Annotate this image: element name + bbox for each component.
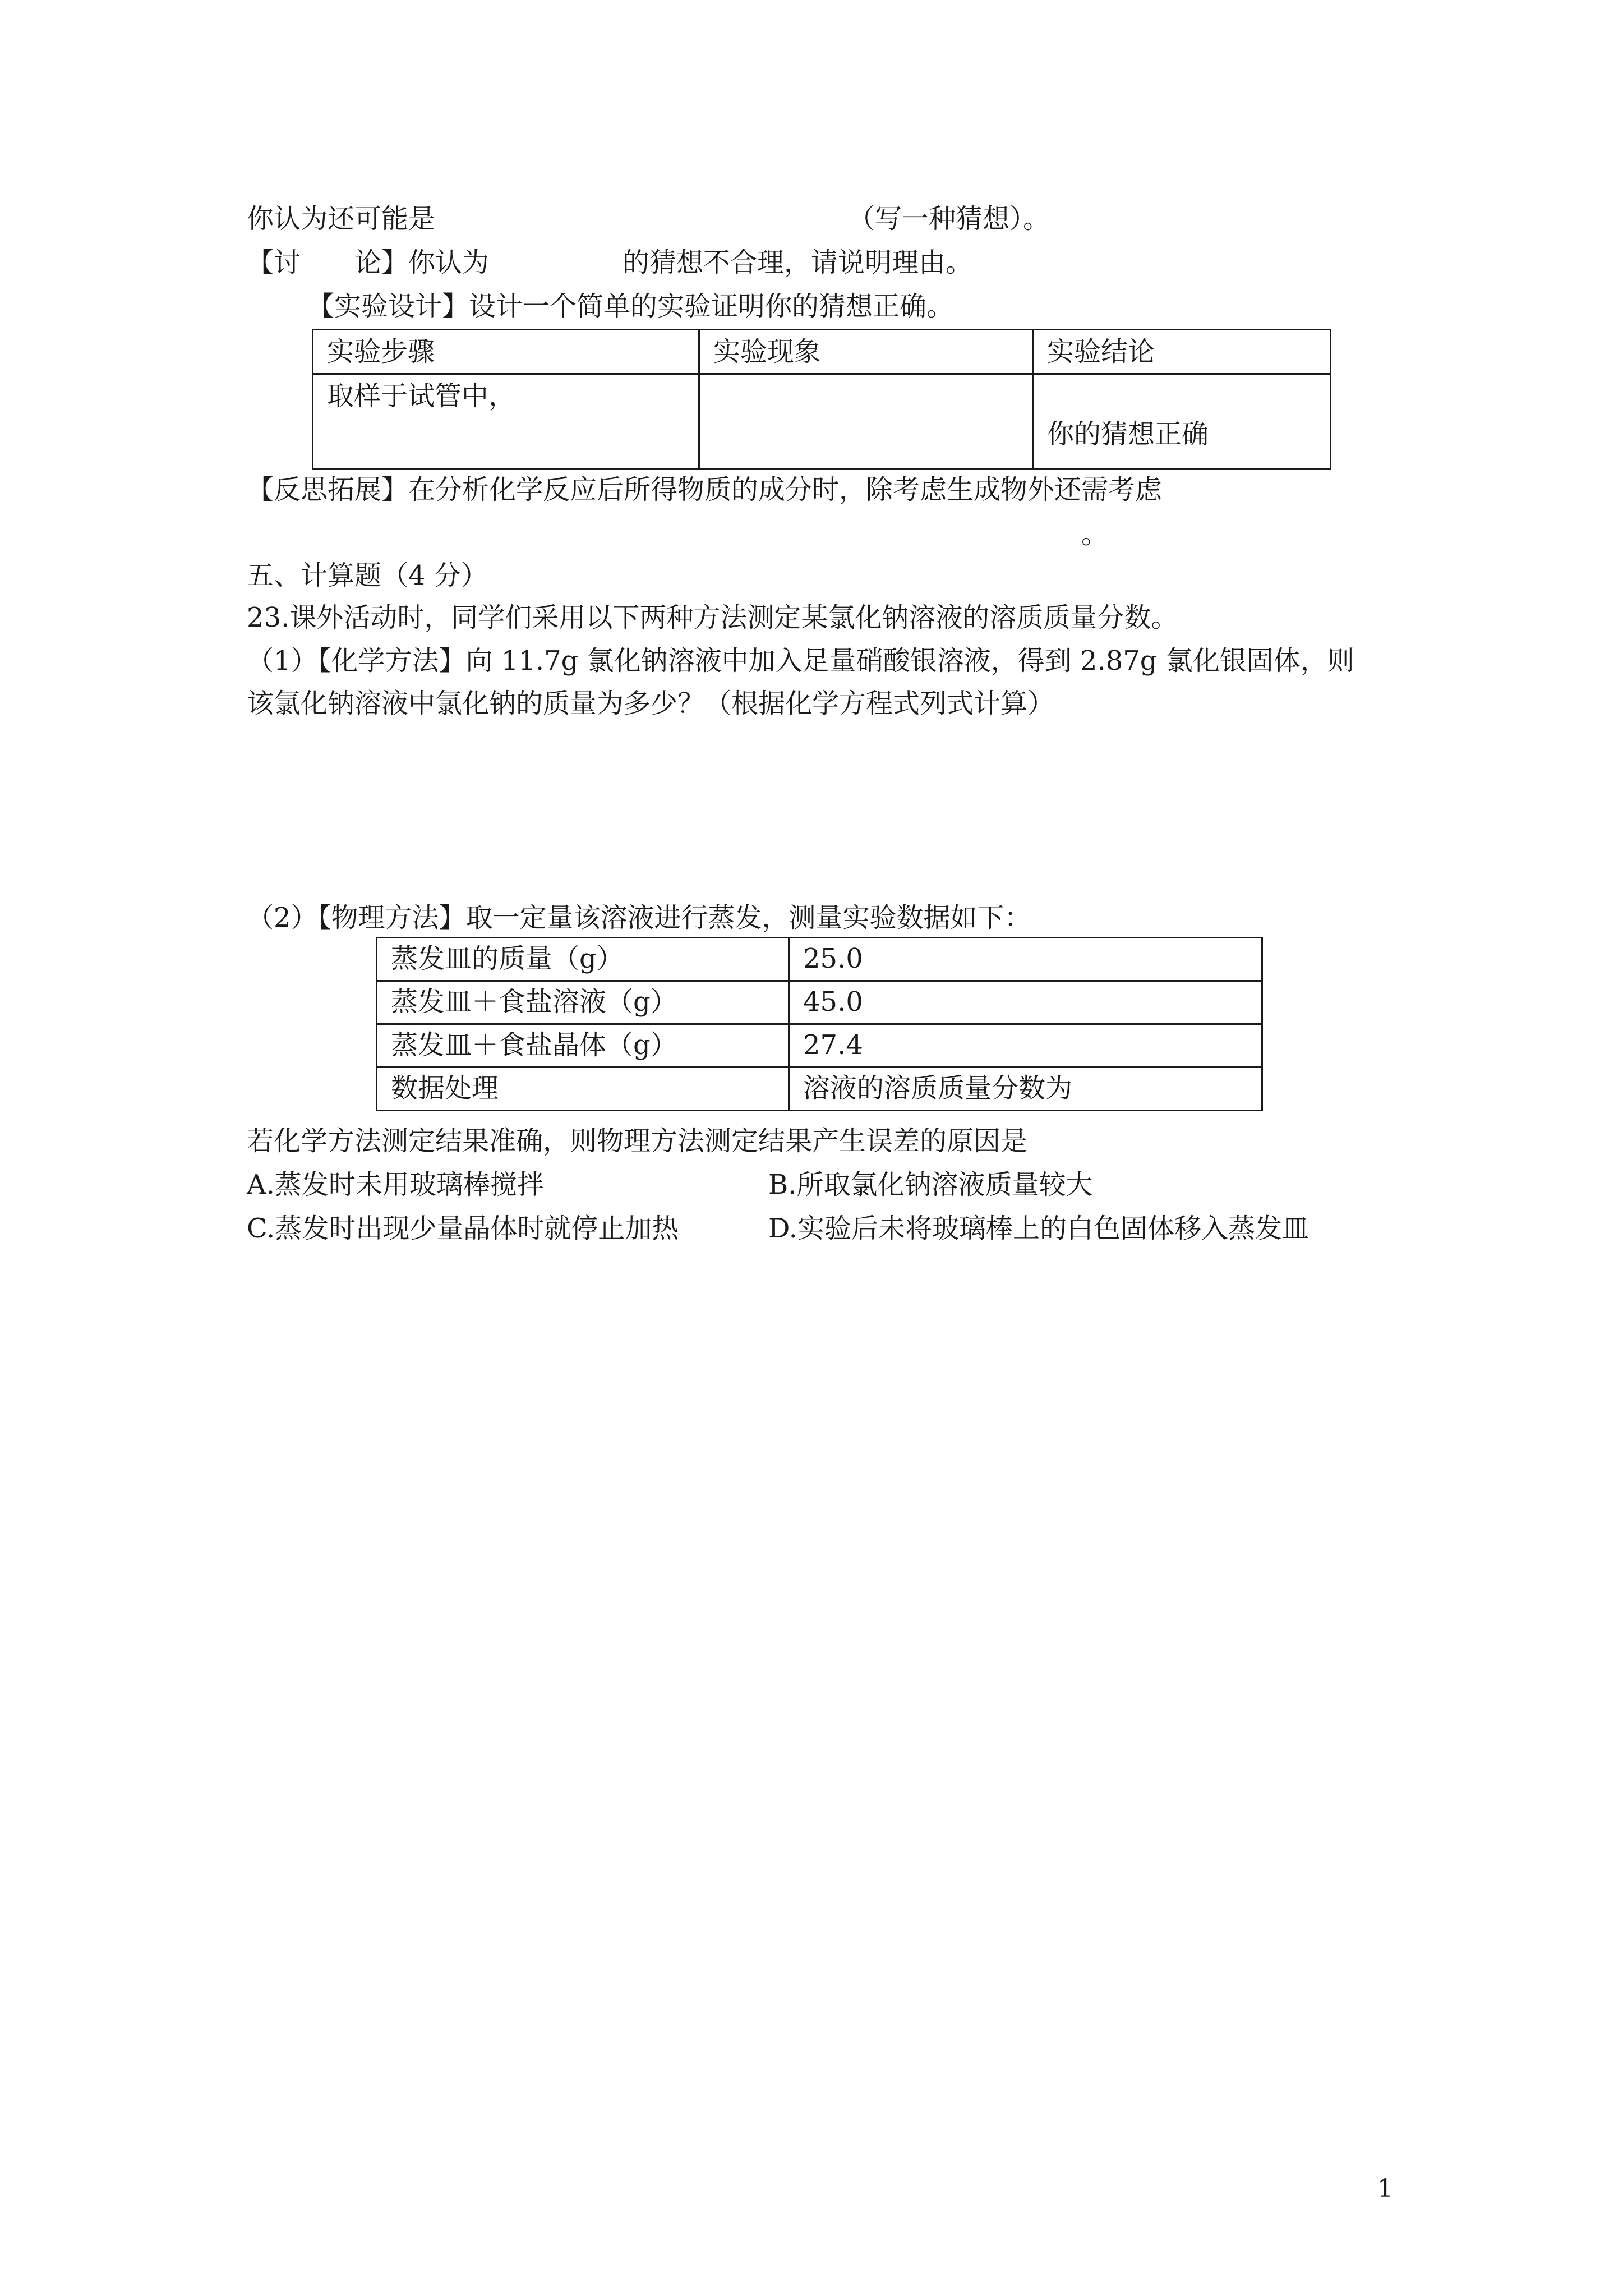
experiment-table bbox=[312, 329, 1331, 470]
header-cell-steps: 实验步骤 bbox=[313, 330, 699, 374]
data-value-cell: 25.0 bbox=[789, 938, 1262, 981]
discussion-line-end: 的猜想不合理，请说明理由。 bbox=[623, 247, 973, 278]
table-row bbox=[313, 374, 1331, 469]
reflection-line: 【反思拓展】在分析化学反应后所得物质的成分时，除考虑生成物外还需考虑 bbox=[247, 474, 1163, 505]
data-label-cell: 数据处理 bbox=[377, 1068, 789, 1111]
experiment-design-line: 【实验设计】设计一个简单的实验证明你的猜想正确。 bbox=[307, 291, 954, 322]
question-23-part3: 若化学方法测定结果准确，则物理方法测定结果产生误差的原因是 bbox=[247, 1125, 1028, 1157]
question-23: 23.课外活动时，同学们采用以下两种方法测定某氯化钠溶液的溶质质量分数。 bbox=[247, 602, 1178, 633]
data-value-cell: 45.0 bbox=[789, 981, 1262, 1024]
data-value-cell: 27.4 bbox=[789, 1024, 1262, 1068]
data-table bbox=[376, 937, 1263, 1111]
cell-phenomena bbox=[699, 374, 1033, 469]
data-value-cell: 溶液的溶质质量分数为 bbox=[789, 1068, 1262, 1111]
option-a: A.蒸发时未用玻璃棒搅拌 bbox=[247, 1169, 544, 1200]
data-label-cell: 蒸发皿的质量（g） bbox=[377, 938, 789, 981]
header-cell-conclusion: 实验结论 bbox=[1033, 330, 1331, 374]
option-d: D.实验后未将玻璃棒上的白色固体移入蒸发皿 bbox=[768, 1213, 1310, 1244]
guess-line-start: 你认为还可能是 bbox=[247, 203, 436, 234]
data-label-cell: 蒸发皿＋食盐溶液（g） bbox=[377, 981, 789, 1024]
option-c: C.蒸发时出现少量晶体时就停止加热 bbox=[247, 1213, 679, 1244]
cell-steps: 取样于试管中， bbox=[313, 374, 699, 469]
section-heading: 五、计算题（4 分） bbox=[247, 560, 488, 591]
page-number: 1 bbox=[1377, 2174, 1393, 2203]
data-label-cell: 蒸发皿＋食盐晶体（g） bbox=[377, 1024, 789, 1068]
guess-line-end: （写一种猜想）。 bbox=[848, 203, 1050, 234]
question-23-part1-line1: （1）【化学方法】向 11.7g 氯化钠溶液中加入足量硝酸银溶液，得到 2.87g 氯化银固体，则 bbox=[247, 645, 1354, 677]
header-cell-phenomena: 实验现象 bbox=[699, 330, 1033, 374]
reflection-line-end: 。 bbox=[1081, 518, 1109, 550]
option-b: B.所取氯化钠溶液质量较大 bbox=[768, 1169, 1093, 1200]
cell-conclusion: 你的猜想正确 bbox=[1033, 374, 1331, 469]
table-row bbox=[377, 981, 1262, 1024]
table-row bbox=[377, 1068, 1262, 1111]
table-row bbox=[313, 330, 1331, 374]
discussion-line-start: 【讨 论】你认为 bbox=[247, 247, 490, 278]
question-23-part1-line2: 该氯化钠溶液中氯化钠的质量为多少？（根据化学方程式列式计算） bbox=[247, 688, 1055, 719]
table-row bbox=[377, 938, 1262, 981]
table-row bbox=[377, 1024, 1262, 1068]
question-23-part2: （2）【物理方法】取一定量该溶液进行蒸发，测量实验数据如下： bbox=[247, 902, 1031, 933]
